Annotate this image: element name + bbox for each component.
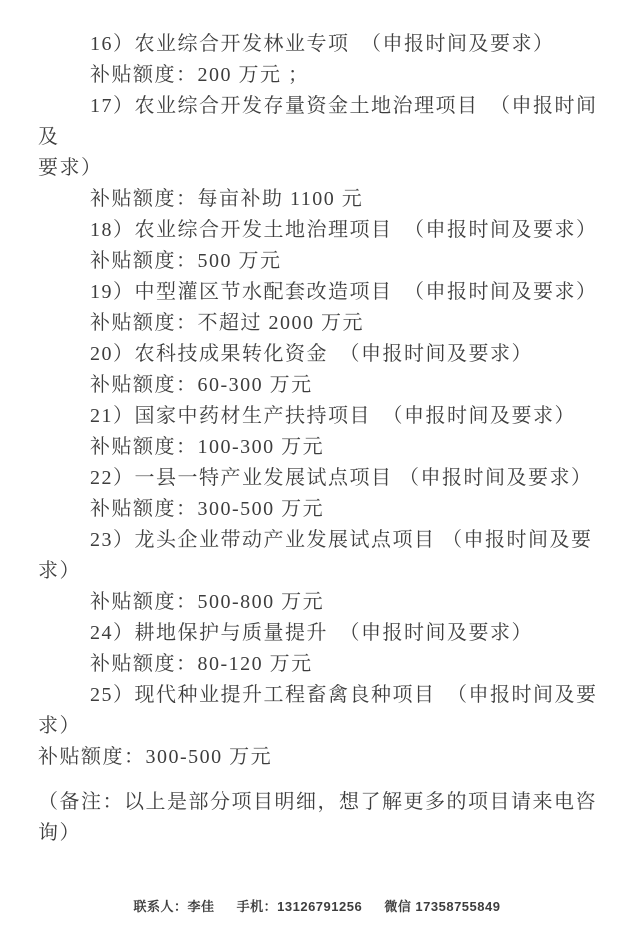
item-16-subsidy: 补贴额度：200 万元 ； — [90, 64, 310, 86]
footer-contact-name: 联系人：李佳 — [133, 899, 215, 914]
item-20-title: 20）农科技成果转化资金 （申报时间及要求） — [90, 343, 533, 365]
footer-phone-number: 手机：13126791256 — [236, 899, 363, 914]
item-23-title: 23）龙头企业带动产业发展试点项目 （申报时间及要求） — [38, 529, 593, 582]
page-footer — [0, 896, 634, 915]
item-23-subsidy: 补贴额度：500-800 万元 — [90, 591, 325, 613]
remark-note: （备注：以上是部分项目明细，想了解更多的项目请来电咨询） — [38, 791, 597, 844]
item-19-subsidy: 补贴额度：不超过 2000 万元 — [90, 312, 364, 334]
item-22-title: 22）一县一特产业发展试点项目 （申报时间及要求） — [90, 467, 593, 489]
item-21-subsidy: 补贴额度：100-300 万元 — [90, 436, 325, 458]
item-18-title: 18）农业综合开发土地治理项目 （申报时间及要求） — [90, 219, 598, 241]
item-17-subsidy: 补贴额度：每亩补助 1100 元 — [90, 188, 364, 210]
item-17-title-wrap: 要求） — [38, 157, 103, 179]
item-16-title: 16）农业综合开发林业专项 （申报时间及要求） — [90, 33, 555, 55]
item-17-title: 17）农业综合开发存量资金土地治理项目 （申报时间及 — [38, 95, 598, 148]
footer-wechat-id: 微信 17358755849 — [384, 899, 501, 914]
item-22-subsidy: 补贴额度：300-500 万元 — [90, 498, 325, 520]
item-25-title: 25）现代种业提升工程畜禽良种项目 （申报时间及要求） — [38, 684, 598, 737]
item-18-subsidy: 补贴额度：500 万元 — [90, 250, 282, 272]
item-21-title: 21）国家中药材生产扶持项目 （申报时间及要求） — [90, 405, 576, 427]
item-25-subsidy: 补贴额度：300-500 万元 — [38, 746, 273, 768]
item-24-subsidy: 补贴额度：80-120 万元 — [90, 653, 313, 675]
item-19-title: 19）中型灌区节水配套改造项目 （申报时间及要求） — [90, 281, 598, 303]
item-24-title: 24）耕地保护与质量提升 （申报时间及要求） — [90, 622, 533, 644]
item-20-subsidy: 补贴额度：60-300 万元 — [90, 374, 313, 396]
